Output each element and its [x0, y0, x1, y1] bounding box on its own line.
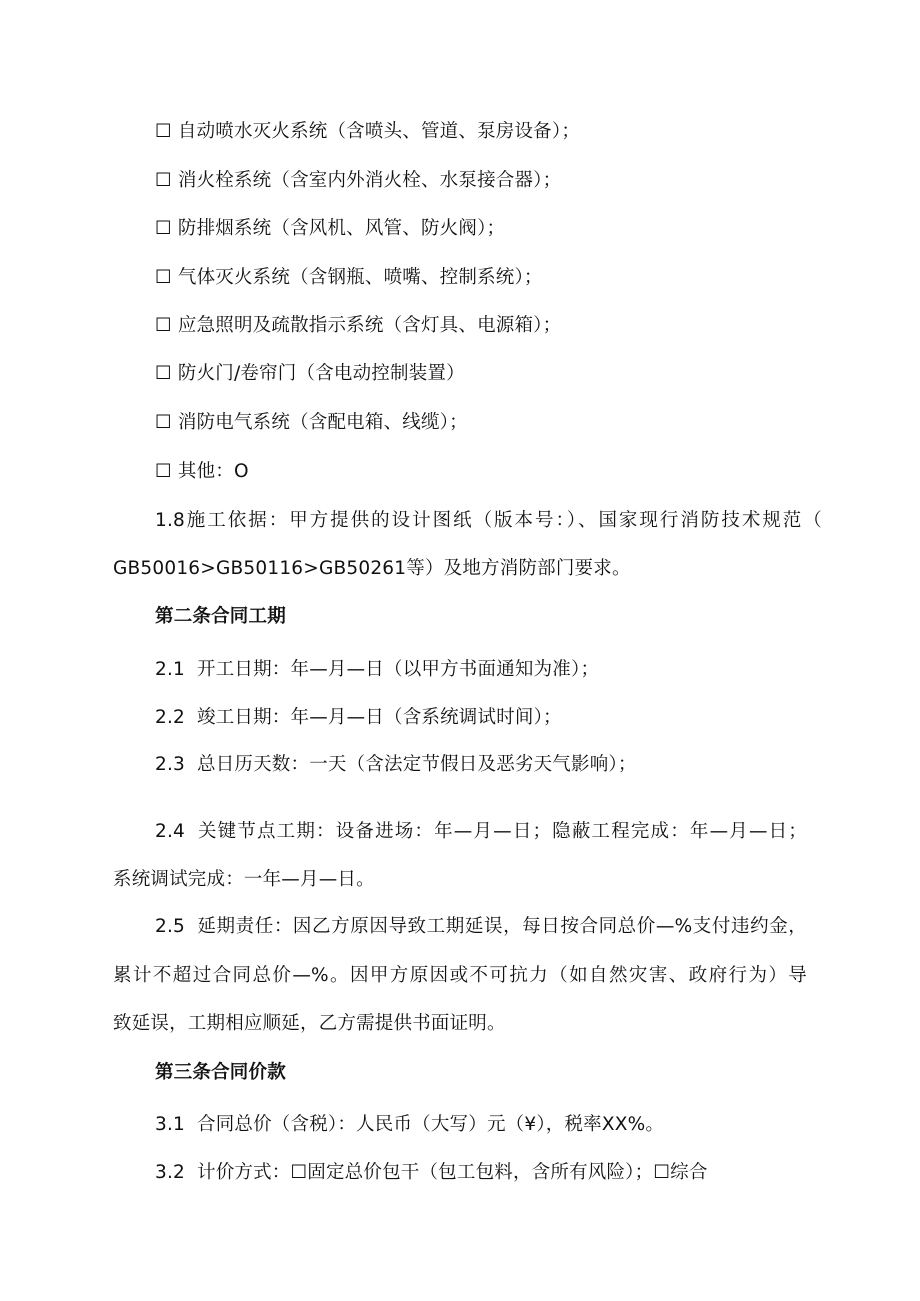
clause-number: 3.1: [155, 1114, 186, 1135]
clause-text: 延期责任：因乙方原因导致工期延误，每日按合同总价—%支付违约金，: [197, 916, 807, 937]
clause-text: 关键节点工期：设备进场：年—月—日；隐蔽工程完成：年—月—日；: [197, 821, 807, 842]
checklist-item-electrical: ☐ 消防电气系统（含配电箱、线缆）；: [155, 412, 468, 433]
clause-number: 2.3: [155, 754, 186, 775]
article-2-heading: 第二条合同工期: [155, 606, 286, 627]
clause-3-2: [155, 1161, 708, 1185]
checklist-item-smoke-control: ☐ 防排烟系统（含风机、风管、防火阀）；: [155, 218, 506, 239]
checklist-item-gas-suppression: ☐ 气体灭火系统（含钢瓶、喷嘴、控制系统）；: [155, 267, 543, 288]
checklist-item-other: ☐ 其他：O: [155, 461, 249, 482]
clause-2-3: [155, 753, 637, 777]
clause-number: 2.2: [155, 707, 186, 728]
clause-text: 合同总价（含税）：人民币（大写）元（¥），税率XX%。: [197, 1114, 665, 1135]
article-3-heading: 第三条合同价款: [155, 1062, 286, 1083]
clause-2-1: [155, 658, 599, 682]
clause-2-5-line-3: 致延误，工期相应顺延，乙方需提供书面证明。: [113, 1013, 506, 1034]
checklist-item-hydrant: ☐ 消火栓系统（含室内外消火栓、水泵接合器）；: [155, 170, 562, 191]
clause-1-8-line-2: GB50016>GB50116>GB50261等）及地方消防部门要求。: [113, 558, 631, 579]
clause-text: 竣工日期：年—月—日（含系统调试时间）；: [197, 707, 562, 728]
clause-1-8-line-1: 1.8施工依据：甲方提供的设计图纸（版本号：）、国家现行消防技术规范（: [155, 510, 822, 531]
checklist-item-fire-doors: ☐ 防火门/卷帘门（含电动控制装置）: [155, 363, 465, 384]
clause-2-5-line-1: [155, 915, 807, 939]
clause-number: 2.5: [155, 916, 186, 937]
clause-2-4-line-1: [155, 820, 807, 844]
clause-2-5-line-2: 累计不超过合同总价—%。因甲方原因或不可抗力（如自然灾害、政府行为）导: [113, 965, 807, 986]
clause-2-2: [155, 706, 562, 730]
clause-number: 3.2: [155, 1162, 186, 1183]
checklist-item-sprinkler: ☐ 自动喷水灭火系统（含喷头、管道、泵房设备）；: [155, 121, 581, 142]
clause-2-4-line-2: 系统调试完成：一年—月—日。: [113, 869, 375, 890]
clause-text: 开工日期：年—月—日（以甲方书面通知为准）；: [197, 659, 600, 680]
clause-3-1: [155, 1113, 664, 1137]
clause-text: 总日历天数：一天（含法定节假日及恶劣天气影响）；: [197, 754, 637, 775]
clause-text: 计价方式：☐固定总价包干（包工包料，含所有风险）；☐综合: [197, 1162, 708, 1183]
clause-number: 2.4: [155, 821, 186, 842]
checklist-item-emergency-lighting: ☐ 应急照明及疏散指示系统（含灯具、电源箱）；: [155, 315, 562, 336]
clause-number: 2.1: [155, 659, 186, 680]
